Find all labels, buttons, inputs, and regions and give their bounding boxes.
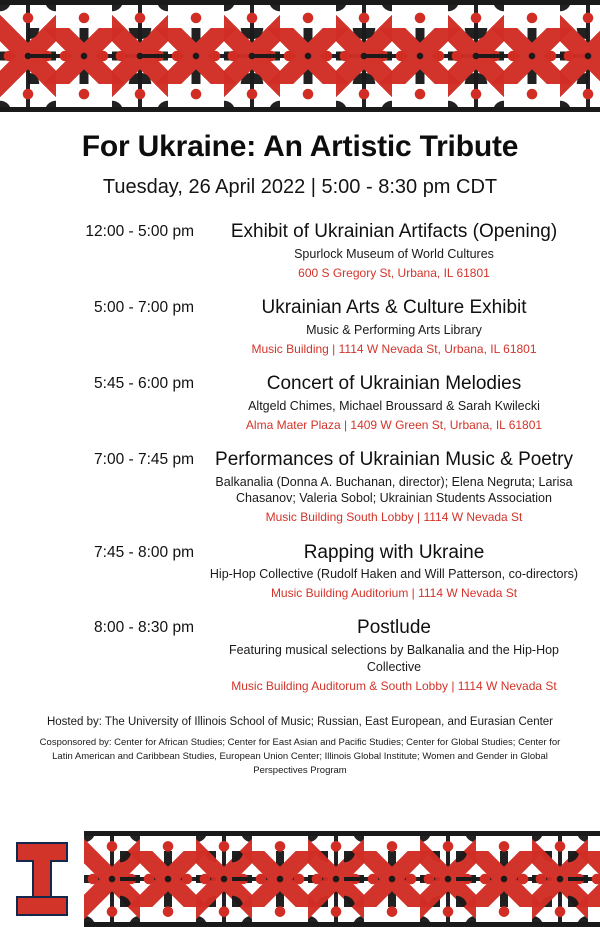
event-subtitle: Altgeld Chimes, Michael Broussard & Sarah Kwilecki	[248, 398, 540, 413]
decorative-embroidery-band-top	[0, 0, 600, 112]
event-details	[208, 449, 586, 526]
schedule-row	[14, 373, 586, 433]
event-time: 7:00 - 7:45 pm	[94, 450, 194, 468]
event-details	[208, 373, 586, 433]
schedule-row	[14, 297, 586, 357]
logo-container	[0, 831, 84, 927]
schedule-row	[14, 617, 586, 694]
embroidery-motif	[56, 0, 112, 112]
embroidery-motif	[252, 831, 308, 927]
block-i-stem	[32, 860, 52, 900]
event-title: Rapping with Ukraine	[303, 541, 485, 563]
event-location: Music Building South Lobby | 1114 W Nevada St	[265, 510, 523, 525]
event-subtitle: Hip-Hop Collective (Rudolf Haken and Will Patterson, co-directors)	[209, 567, 579, 582]
event-title: Exhibit of Ukrainian Artifacts (Opening)	[230, 221, 558, 242]
event-time: 8:00 - 8:30 pm	[94, 619, 194, 637]
footer-strip	[0, 831, 600, 927]
illinois-block-i-logo	[16, 842, 68, 916]
event-details	[208, 221, 586, 281]
event-title: Performances of Ukrainian Music & Poetry	[215, 448, 573, 470]
embroidery-motif	[476, 831, 532, 927]
embroidery-pattern	[84, 831, 600, 927]
event-location: 600 S Gregory St, Urbana, IL 61801	[298, 265, 490, 280]
event-time: 5:00 - 7:00 pm	[94, 298, 194, 316]
event-location: Music Building | 1114 W Nevada St, Urbana, IL 61801	[251, 341, 537, 356]
schedule-row	[14, 449, 586, 526]
embroidery-motif	[140, 831, 196, 927]
event-location: Alma Mater Plaza | 1409 W Green St, Urbana, IL 61801	[245, 417, 543, 432]
event-location: Music Building Auditorum & South Lobby | 1114 W Nevada St	[231, 679, 557, 693]
event-time: 7:45 - 8:00 pm	[94, 543, 194, 561]
embroidery-pattern	[0, 0, 600, 112]
event-title: Postlude	[357, 617, 431, 639]
event-details	[208, 617, 586, 694]
embroidery-motif	[504, 0, 560, 112]
event-subtitle: Featuring musical selections by Balkanalia and the Hip-Hop Collective	[228, 643, 560, 675]
event-details	[208, 542, 586, 602]
event-datetime: Tuesday, 26 April 2022 | 5:00 - 8:30 pm CDT	[102, 176, 498, 198]
event-title: Ukrainian Arts & Culture Exhibit	[261, 296, 527, 318]
decorative-embroidery-band-bottom	[84, 831, 600, 927]
cosponsors-line: Cosponsored by: Center for African Studies; Center for East Asian and Pacific Studies; Center for Global Studies; Center for Latin American and Caribbean Studies, European Union Center; Illinois Global Institute; Women and Gender in Global Perspectives Program	[39, 737, 561, 776]
credits-section	[0, 710, 600, 777]
event-subtitle: Spurlock Museum of World Cultures	[294, 246, 494, 261]
block-i-bottom-bar	[16, 896, 68, 916]
event-time: 12:00 - 5:00 pm	[85, 223, 194, 240]
event-location: Music Building Auditorium | 1114 W Nevada St	[270, 586, 518, 601]
embroidery-motif	[392, 0, 448, 112]
host-line: Hosted by: The University of Illinois School of Music; Russian, East European, and Eurasian Center	[46, 716, 554, 729]
event-time: 5:45 - 6:00 pm	[94, 374, 194, 392]
embroidery-motif	[280, 0, 336, 112]
embroidery-motif	[588, 831, 600, 927]
block-i-top-bar	[16, 842, 68, 862]
page-title: For Ukraine: An Artistic Tribute	[81, 130, 519, 163]
schedule-row	[14, 542, 586, 602]
schedule-row	[14, 221, 586, 281]
embroidery-motif	[364, 831, 420, 927]
event-subtitle: Music & Performing Arts Library	[306, 322, 482, 337]
embroidery-motif	[168, 0, 224, 112]
schedule-list	[0, 221, 600, 694]
event-details	[208, 297, 586, 357]
event-title: Concert of Ukrainian Melodies	[266, 372, 522, 394]
embroidery-motif	[560, 0, 600, 112]
event-subtitle: Balkanalia (Donna A. Buchanan, director); Elena Negruta; Larisa Chasanov; Valeria Sobol; Ukrainian Students Association	[215, 474, 573, 506]
